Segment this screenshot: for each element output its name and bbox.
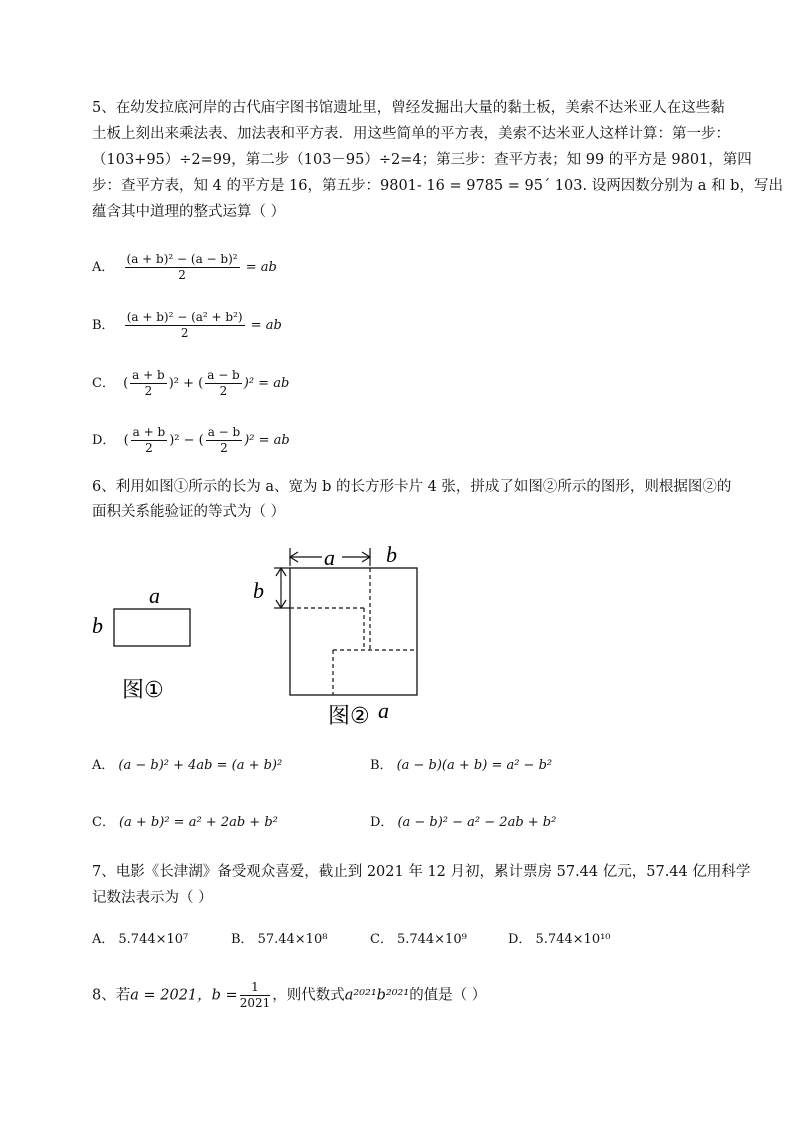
q7-option-c[interactable]: C． 5.744×10⁹ (370, 932, 467, 947)
option-label: B． (92, 318, 115, 333)
figure-1 (80, 575, 220, 715)
fraction: $\frac{\text{(a + b)² − (a² + b²)}}{2}$ (126, 310, 243, 340)
fig2-label-b-top: b (386, 542, 397, 567)
q6-option-c[interactable]: C． (a + b)² = a² + 2ab + b² (92, 815, 278, 830)
fraction: $\frac{\text{(a + b)² − (a − b)²}}{2}$ (126, 252, 238, 282)
q7-option-a[interactable]: A． 5.744×10⁷ (92, 932, 189, 947)
option-label: D． (92, 433, 116, 448)
q6-option-d[interactable]: D． (a − b)² − a² − 2ab + b² (370, 815, 557, 830)
q8-line: 8、若a = 2021，b = $\frac{1}{2021}$ ，则代数式a²⁰²¹b²⁰²¹的值是（ ） (92, 980, 487, 1010)
fraction: $\frac{a - b}{2}$ (207, 368, 240, 398)
q5-option-b[interactable]: B． $\frac{\text{(a + b)² − (a² + b²)}}{2}$ = ab (92, 310, 282, 340)
q7-line-2: 记数法表示为（ ） (92, 890, 213, 906)
fig1-caption: 图① (122, 678, 164, 703)
fraction: $\frac{a + b}{2}$ (132, 425, 166, 455)
fig2-caption: 图② (328, 704, 370, 729)
fig2-dashed-lines (290, 568, 417, 695)
fig2-outer-square (290, 568, 417, 695)
fraction: $\frac{1}{2021}$ (239, 980, 271, 1010)
option-label: A． (92, 260, 115, 275)
q5-line-5: 蕴含其中道理的整式运算（ ） (92, 204, 286, 220)
fig2-label-a-bottom: a (378, 698, 389, 723)
fig1-label-b: b (92, 613, 103, 638)
q6-line-2: 面积关系能验证的等式为（ ） (92, 504, 286, 520)
q5-line-3: （103+95）÷2=99，第二步（103－95）÷2=4；第三步：查平方表；知 99 的平方是 9801，第四 (92, 152, 752, 168)
q6-option-b[interactable]: B． (a − b)(a + b) = a² − b² (370, 758, 553, 773)
q6-option-a[interactable]: A． (a − b)² + 4ab = (a + b)² (92, 758, 283, 773)
q5-line-2: 土板上刻出来乘法表、加法表和平方表．用这些简单的平方表，美索不达米亚人这样计算：第一步： (92, 126, 730, 142)
q6-line-1: 6、利用如图①所示的长为 a、宽为 b 的长方形卡片 4 张，拼成了如图②所示的图形，则根据图②的 (92, 479, 732, 495)
q7-option-b[interactable]: B． 57.44×10⁸ (231, 932, 328, 947)
fig2-label-b-left: b (253, 578, 264, 603)
figure-2 (240, 540, 460, 740)
q7-option-d[interactable]: D． 5.744×10¹⁰ (508, 932, 611, 947)
option-label: C． (92, 376, 115, 391)
fig1-rectangle (114, 609, 190, 646)
fig1-label-a: a (149, 583, 160, 608)
q5-option-a[interactable]: A． $\frac{\text{(a + b)² − (a − b)²}}{2}$ = ab (92, 252, 277, 282)
q5-option-c[interactable]: C． ( $\frac{a + b}{2}$ )² + ( $\frac{a - b}{2}$ )² = ab (92, 368, 290, 398)
fraction: $\frac{a + b}{2}$ (132, 368, 165, 398)
q5-line-1: 5、在幼发拉底河岸的古代庙宇图书馆遗址里，曾经发掘出大量的黏土板，美索不达米亚人在这些黏 (92, 100, 725, 116)
q7-line-1: 7、电影《长津湖》备受观众喜爱，截止到 2021 年 12 月初，累计票房 57.44 亿元，57.44 亿用科学 (92, 864, 751, 880)
q5-option-d[interactable]: D． ( $\frac{a + b}{2}$ )² − ( $\frac{a - b}{2}$ )² = ab (92, 425, 290, 455)
q5-line-4: 步：查平方表，知 4 的平方是 16，第五步：9801- 16 = 9785 = 95´ 103. 设两因数分别为 a 和 b，写出 (92, 178, 783, 194)
fraction: $\frac{a - b}{2}$ (207, 425, 241, 455)
fig2-label-a-top: a (324, 545, 335, 570)
fig2-left-dimension (274, 568, 290, 608)
